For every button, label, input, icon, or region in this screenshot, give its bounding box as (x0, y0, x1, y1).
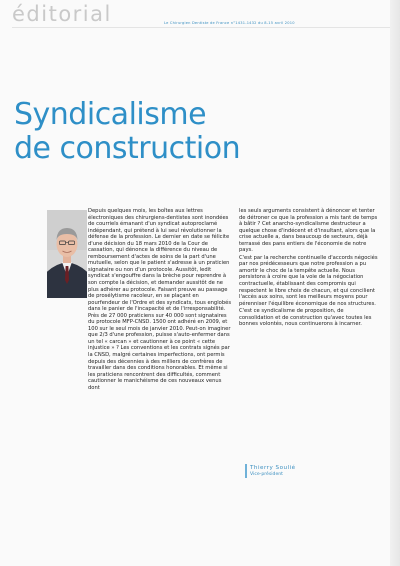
article-column-1 (88, 208, 232, 391)
paragraph: les seuls arguments consistent à dénoncer et tenter de détroner ce que la profession a mis tant de temps à bâtir ? Cet anarcho-syndicalisme destructeur a quelque chose d'indécent et d'insultant, alors que la crise actuelle a, dans beaucoup de secteurs, déjà terrassé des pans entiers de l'économie de notre pays. (239, 208, 378, 254)
page-edge (390, 0, 400, 566)
signature-name: Thierry Soulié (250, 465, 296, 471)
header-rule (12, 27, 392, 28)
paragraph: C'est par la recherche continuelle d'accords négociés par nos prédécesseurs que notre profession a pu amortir le choc de la tempête actuelle. Nous persistons à croire que la voie de la négociation contractuelle, établissant des compromis qui respectent le libre choix de chacun, et qui concilient l'accès aux soins, sont les meilleurs moyens pour pérenniser l'équilibre économique de nos structures. (239, 254, 378, 307)
publication-line: Le Chirurgien Dentiste de France n°1431-1432 du 8-15 avril 2010 (164, 21, 295, 25)
paragraph: C'est ce syndicalisme de proposition, de consolidation et de construction qu'avec toutes les bonnes volontés, nous continuerons à incarner. (239, 308, 372, 328)
signature-role: Vice-président (250, 472, 283, 477)
signature (250, 465, 296, 477)
section-label: éditorial (12, 2, 112, 26)
portrait-image (47, 210, 87, 298)
title-line-1: Syndicalisme (14, 97, 207, 132)
signature-bar (245, 464, 247, 478)
author-photo (47, 210, 87, 298)
paragraph: Près de 27 000 praticiens sur 40 000 sont signataires du protocole MFP-CNSD. 1500 ont adhéré en 2009, et 100 sur le seul mois de janvier 2010. Peut-on imaginer que 2/3 d'une profession, puisse s'auto-enfermer dans un tel « carcan » et cautionner à ce point « cette injustice » ? Les conventions et les contrats signés par la CNSD, malgré certaines imperfections, ont permis depuis des décennies à des milliers de confrères de travailler dans des conditions honorables. Et même si les praticiens rencontrent des difficultés, comment cautionner le manichéisme de ces nouveaux venus dont (88, 312, 231, 391)
title-line-2: de construction (14, 131, 241, 166)
article-title (14, 98, 240, 166)
paragraph: Depuis quelques mois, les boîtes aux lettres électroniques des chirurgiens-dentistes sont inondées de courriels émanant d'un syndicat autoproclamé indépendant, qui prétend à lui seul révolutionner la défense de la profession. Le dernier en date se félicite d'une décision du 18 mars 2010 de la Cour de cassation, qui dénonce la différence du niveau de remboursement d'actes de soins de la part d'une mutuelle, selon que le patient s'adresse à un praticien signataire ou non d'un protocole. Aussitôt, ledit syndicat s'engouffre dans la brèche pour reprendre à son compte la décision, et demander aussitôt de ne plus adhérer au protocole. Faisant preuve au passage de prosélytisme racoleur, en se plaçant en pourfendeur de l'Ordre et des syndicats, tous englobés dans le panier de l'incapacité et de l'irresponsabilité. (88, 208, 232, 313)
article-column-2 (239, 208, 379, 329)
